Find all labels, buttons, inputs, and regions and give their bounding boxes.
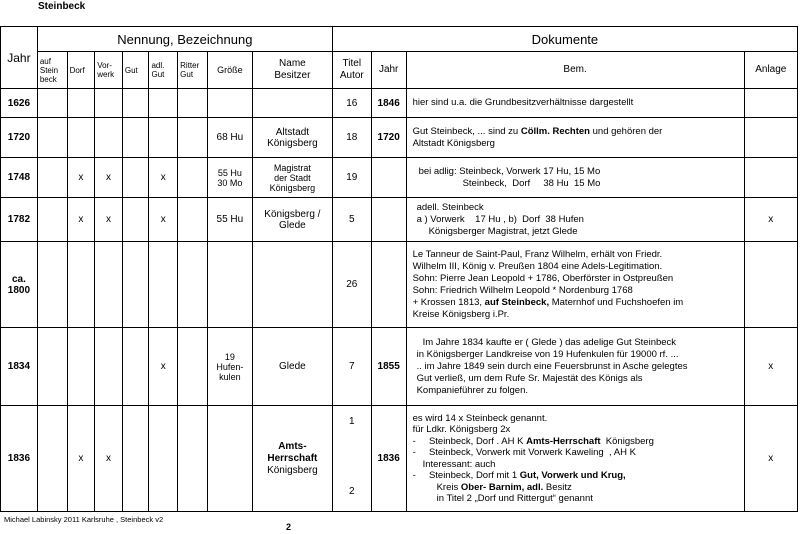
- table-row: [1, 328, 798, 406]
- row-bem: [406, 89, 744, 118]
- table-row: [1, 198, 798, 242]
- bem-line: Interessant: auch: [422, 458, 496, 470]
- col-header-anlage: Anlage: [744, 52, 797, 89]
- bem-line: Kompanieführer zu folgen.: [416, 384, 529, 396]
- bem-line: für Ldkr. Königsberg 2x: [412, 424, 511, 435]
- table-row: [1, 406, 798, 512]
- col-header-name-besitzer: [252, 52, 332, 89]
- row-name: Königsberg / Glede: [252, 198, 332, 242]
- bem-line: Sohn: Friedrich Wilhelm Leopold * Nordenburg 1768: [412, 284, 633, 296]
- col-header-doc-jahr: Jahr: [371, 52, 406, 89]
- col-header-titel: Titel: [342, 58, 362, 69]
- row-year: 1720: [1, 118, 38, 158]
- steinbeck-table: [0, 26, 798, 512]
- bem-line: - Steinbeck, Vorwerk mit Vorwerk Kaweling , AH K: [412, 447, 636, 458]
- row-groesse: 55 Hu 30 Mo: [207, 158, 252, 198]
- dorf-mark: x: [67, 406, 95, 512]
- bem-line: in Titel 2 „Dorf und Rittergut“ genannt: [436, 493, 593, 504]
- page-number: 2: [286, 522, 292, 532]
- row-bem: [406, 198, 744, 242]
- vorwerk-mark: x: [95, 198, 123, 242]
- vorwerk-mark: x: [95, 406, 123, 512]
- anlage-mark: x: [744, 328, 797, 406]
- bem-line: Kreise Königsberg i.Pr.: [412, 308, 510, 320]
- bem-line: .. im Jahre 1849 sein durch eine Feuersbrunst in Asche gelegtes: [416, 360, 688, 372]
- row-bem: [406, 118, 744, 158]
- col-header-gut: Gut: [122, 52, 149, 89]
- row-name: [252, 118, 332, 158]
- bem-line: - Steinbeck, Dorf . AH K Amts-Herrschaft Königsberg: [412, 435, 654, 447]
- group-header-nennung: Nennung, Bezeichnung: [37, 27, 332, 52]
- footer-author: Michael Labinsky 2011 Karlsruhe , Steinbeck v2: [4, 515, 164, 524]
- col-header-groesse: Größe: [207, 52, 252, 89]
- col-header-jahr: Jahr: [1, 27, 38, 89]
- table-row: [1, 242, 798, 328]
- bem-line: + Krossen 1813, auf Steinbeck, Maternhof und Fuchshoefen im: [412, 296, 684, 308]
- col-header-auf-steinbeck: auf Stein beck: [37, 52, 67, 89]
- titel-bottom: 2: [349, 486, 355, 497]
- table-row: [1, 158, 798, 198]
- name-line: Altstadt: [275, 126, 310, 138]
- col-header-name: Name: [279, 58, 306, 69]
- row-titel: 18: [332, 118, 371, 158]
- row-bem: [406, 328, 744, 406]
- col-header-titel-autor: [332, 52, 371, 89]
- bem-line: Kreis Ober- Barnim, adl. Besitz: [436, 481, 572, 493]
- name-line: Königsberg: [267, 137, 318, 149]
- row-bem: [406, 158, 744, 198]
- bem-line: es wird 14 x Steinbeck genannt.: [412, 412, 548, 424]
- adl-gut-mark: x: [149, 328, 178, 406]
- bem-line: Gut verließ, um dem Rufe Sr. Majestät des Königs als: [416, 372, 643, 384]
- row-year: 1626: [1, 89, 38, 118]
- row-groesse: 68 Hu: [207, 118, 252, 158]
- bem-line: Im Jahre 1834 kaufte er ( Glede ) das adelige Gut Steinbeck: [422, 336, 677, 348]
- row-year: ca. 1800: [1, 242, 38, 328]
- bem-line: Steinbeck, Dorf 38 Hu 15 Mo: [462, 177, 601, 189]
- bem-line: Gut Steinbeck, ... sind zu Cöllm. Rechten und gehören der: [412, 125, 663, 137]
- bem-line: - Steinbeck, Dorf mit 1 Gut, Vorwerk und Krug,: [412, 470, 626, 481]
- table-row: [1, 118, 798, 158]
- row-groesse: 55 Hu: [207, 198, 252, 242]
- row-titel: 19: [332, 158, 371, 198]
- row-doc-year: 1720: [371, 118, 406, 158]
- bem-line: Sohn: Pierre Jean Leopold + 1786, Oberförster in Ostpreußen: [412, 272, 674, 284]
- group-header-dokumente: Dokumente: [332, 27, 797, 52]
- row-titel: 7: [332, 328, 371, 406]
- anlage-mark: x: [744, 198, 797, 242]
- row-titel: 5: [332, 198, 371, 242]
- col-header-vorwerk: Vor- werk: [95, 52, 123, 89]
- row-bem: [406, 242, 744, 328]
- bem-line: bei adlig: Steinbeck, Vorwerk 17 Hu, 15 Mo: [418, 165, 601, 177]
- col-header-ritter-gut: Ritter Gut: [178, 52, 208, 89]
- row-name: Amts- Herrschaft Königsberg: [252, 406, 332, 512]
- col-header-adl-gut: adl. Gut: [149, 52, 178, 89]
- row-titel: 26: [332, 242, 371, 328]
- row-year: 1834: [1, 328, 38, 406]
- row-name: Magistrat der Stadt Königsberg: [252, 158, 332, 198]
- adl-gut-mark: x: [149, 158, 178, 198]
- anlage-mark: x: [744, 406, 797, 512]
- bem-line: Wilhelm III, König v. Preußen 1804 eine Adels-Legitimation.: [412, 260, 663, 272]
- adl-gut-mark: x: [149, 198, 178, 242]
- bem-line: in Königsberger Landkreise von 19 Hufenkulen für 19000 rf. ...: [416, 348, 679, 360]
- row-titel: 16: [332, 89, 371, 118]
- bem-line: Altstadt Königsberg: [412, 137, 495, 149]
- row-bem: [406, 406, 744, 512]
- col-header-besitzer: Besitzer: [274, 70, 311, 81]
- dorf-mark: x: [67, 158, 95, 198]
- row-groesse: 19 Hufen- kulen: [207, 328, 252, 406]
- row-titel: [332, 406, 371, 512]
- document-title: Steinbeck: [38, 1, 86, 12]
- row-name: Glede: [252, 328, 332, 406]
- row-year: 1836: [1, 406, 38, 512]
- col-header-autor: Autor: [339, 70, 364, 81]
- row-year: 1782: [1, 198, 38, 242]
- bem-line: adell. Steinbeck: [416, 201, 484, 213]
- bem-line: hier sind u.a. die Grundbesitzverhältnisse dargestellt: [412, 97, 634, 108]
- bem-line: Königsberger Magistrat, jetzt Glede: [428, 225, 578, 237]
- row-doc-year: 1846: [371, 89, 406, 118]
- col-header-bem: Bem.: [406, 52, 744, 89]
- bem-line: Le Tanneur de Saint-Paul, Franz Wilhelm, erhält von Friedr.: [412, 248, 663, 260]
- col-header-dorf: Dorf: [67, 52, 95, 89]
- dorf-mark: x: [67, 198, 95, 242]
- table-row: [1, 89, 798, 118]
- titel-top: 1: [349, 416, 355, 427]
- row-doc-year: 1836: [371, 406, 406, 512]
- bem-line: a ) Vorwerk 17 Hu , b) Dorf 38 Hufen: [416, 213, 584, 225]
- row-doc-year: 1855: [371, 328, 406, 406]
- row-year: 1748: [1, 158, 38, 198]
- vorwerk-mark: x: [95, 158, 123, 198]
